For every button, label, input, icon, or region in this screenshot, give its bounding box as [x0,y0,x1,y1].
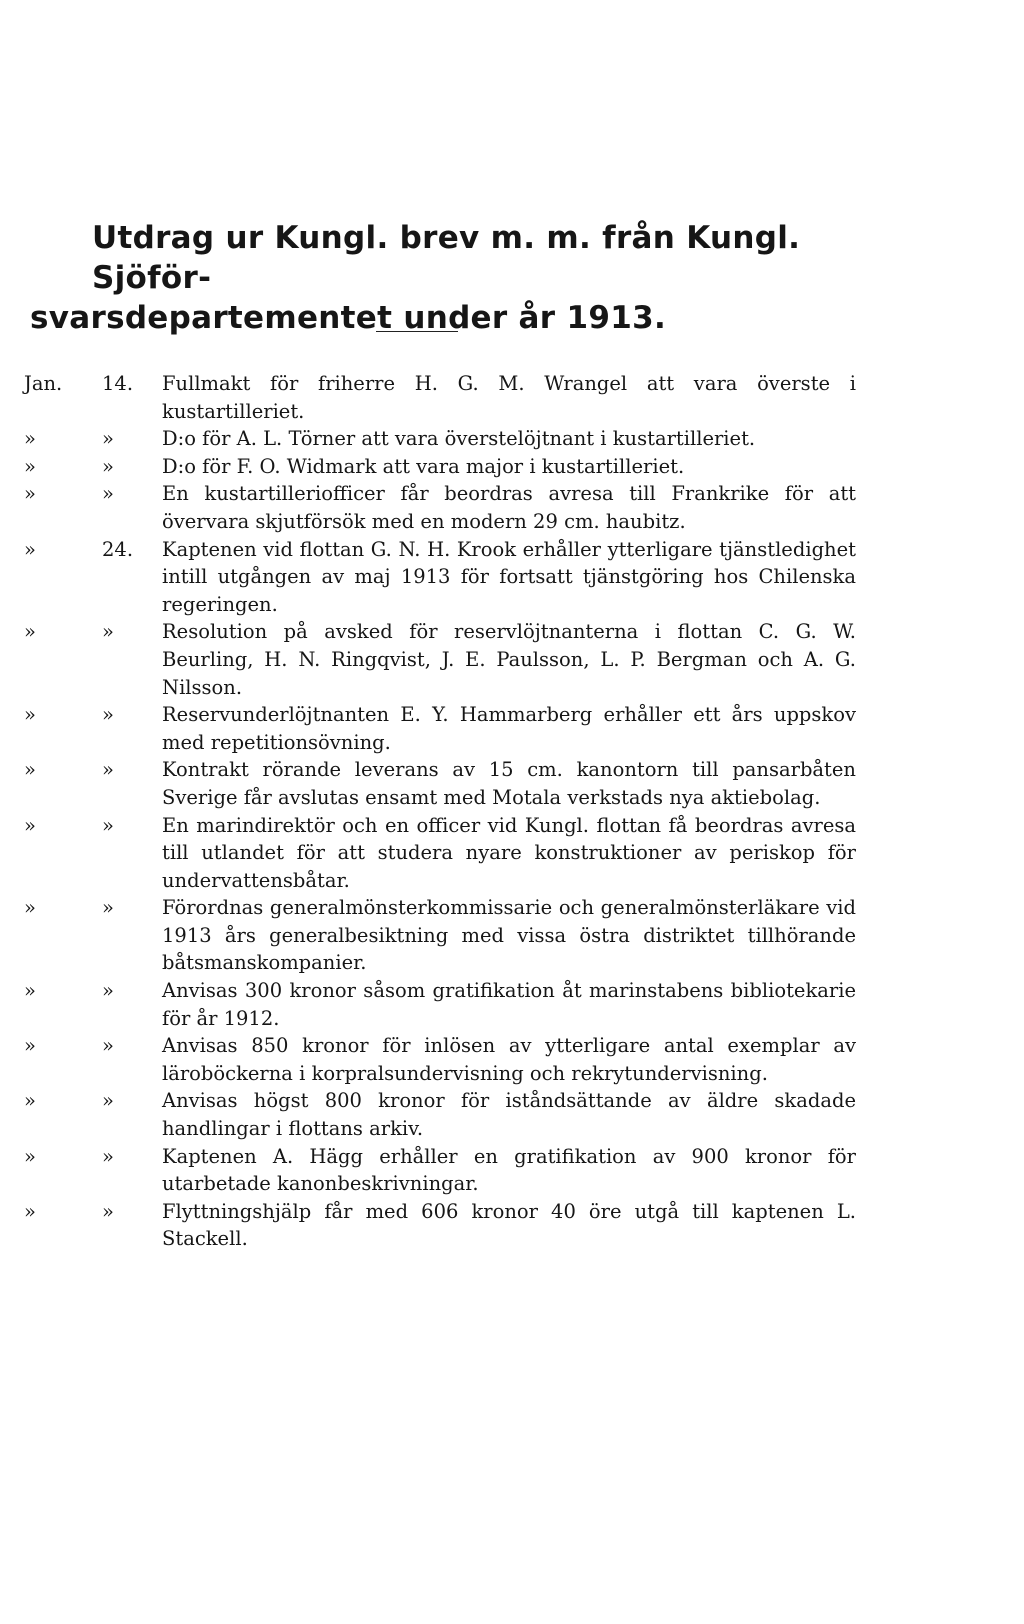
entry-text: Resolution på avsked för reservlöjtnanterna i flottan C. G. W. Beurling, H. N. Ringqvist, J. E. Paulsson, L. P. Bergman och A. G. Nilsson. [162,620,856,699]
entry-month: » [24,620,36,644]
entry-month: » [24,979,36,1003]
entry-day: » [102,979,114,1003]
entry [24,701,856,756]
entry-day: » [102,813,114,837]
entry-text: Kaptenen A. Hägg erhåller en gratifikation av 900 kronor för utarbetade kanonbeskrivningar. [162,1144,856,1196]
entry-day: » [102,482,114,506]
page-heading [30,218,850,338]
entry [24,1032,856,1087]
entry-day: » [102,427,114,451]
entry [24,1198,856,1253]
entry-day: » [102,1144,114,1168]
entry-text: Förordnas generalmönsterkommissarie och generalmönsterläkare vid 1913 års generalbesiktning med vissa östra distriktet tillhörande båtsmanskompanier. [162,896,856,975]
entry-text: Kaptenen vid flottan G. N. H. Krook erhåller ytterligare tjänstledighet intill utgången av maj 1913 för fortsatt tjänstgöring hos Chilenska regeringen. [162,537,856,616]
entry-month: » [24,1034,36,1058]
entry-day: » [102,758,114,782]
entry [24,453,856,481]
entry-month: » [24,1199,36,1223]
entry-text: En kustartilleriofficer får beordras avresa till Frankrike för att övervara skjutförsök med en modern 29 cm. haubitz. [162,482,856,533]
heading-divider [376,331,458,332]
entry-day: » [102,703,114,727]
entry-day: » [102,620,114,644]
entry-day: » [102,1034,114,1058]
heading-line-2: svarsdepartementet under år 1913. [30,300,667,336]
entry-month: » [24,1144,36,1168]
entry-list [24,370,856,1253]
entry [24,370,856,425]
entry-text: En marindirektör och en officer vid Kungl. flottan få beordras avresa till utlandet för att studera nyare konstruktioner av periskop för undervattensbåtar. [162,813,856,892]
entry-month: Jan. [24,372,63,395]
entry-month: » [24,537,36,561]
entry-day: » [102,454,114,478]
entry-day: » [102,896,114,920]
entry-month: » [24,703,36,727]
entry-month: » [24,813,36,837]
entry [24,425,856,453]
entry-month: » [24,482,36,506]
entry-month: » [24,1089,36,1113]
entry-text: Flyttningshjälp får med 606 kronor 40 öre utgå till kaptenen L. Stackell. [162,1199,856,1251]
entry [24,894,856,977]
entry-text: Fullmakt för friherre H. G. M. Wrangel att vara överste i kustartilleriet. [162,372,856,423]
entry [24,480,856,535]
entry-text: Reservunderlöjtnanten E. Y. Hammarberg erhåller ett års uppskov med repetitionsövning. [162,703,856,754]
entry [24,977,856,1032]
entry [24,618,856,701]
entry-text: D:o för A. L. Törner att vara överstelöjtnant i kustartilleriet. [162,427,756,451]
entry-day: 14. [102,372,134,395]
entry-text: Kontrakt rörande leverans av 15 cm. kanontorn till pansarbåten Sverige får avslutas ensamt med Motala verkstads nya aktiebolag. [162,758,856,809]
entry [24,812,856,895]
entry-day: 24. [102,537,134,561]
entry [24,1143,856,1198]
entry-text: Anvisas 850 kronor för inlösen av ytterligare antal exemplar av läroböckerna i korpralsundervisning och rekrytundervisning. [162,1034,856,1085]
entry-day: » [102,1089,114,1113]
entry-text: D:o för F. O. Widmark att vara major i kustartilleriet. [162,454,685,478]
entry [24,756,856,811]
entry [24,536,856,619]
entry-month: » [24,758,36,782]
entry-text: Anvisas 300 kronor såsom gratifikation åt marinstabens bibliotekarie för år 1912. [162,979,856,1030]
entry [24,1087,856,1142]
entry-day: » [102,1199,114,1223]
entry-month: » [24,896,36,920]
entry-month: » [24,454,36,478]
entry-month: » [24,427,36,451]
heading-line-1: Utdrag ur Kungl. brev m. m. från Kungl. Sjöför- [92,220,801,296]
entry-text: Anvisas högst 800 kronor för iståndsättande av äldre skadade handlingar i flottans arkiv. [162,1089,856,1141]
